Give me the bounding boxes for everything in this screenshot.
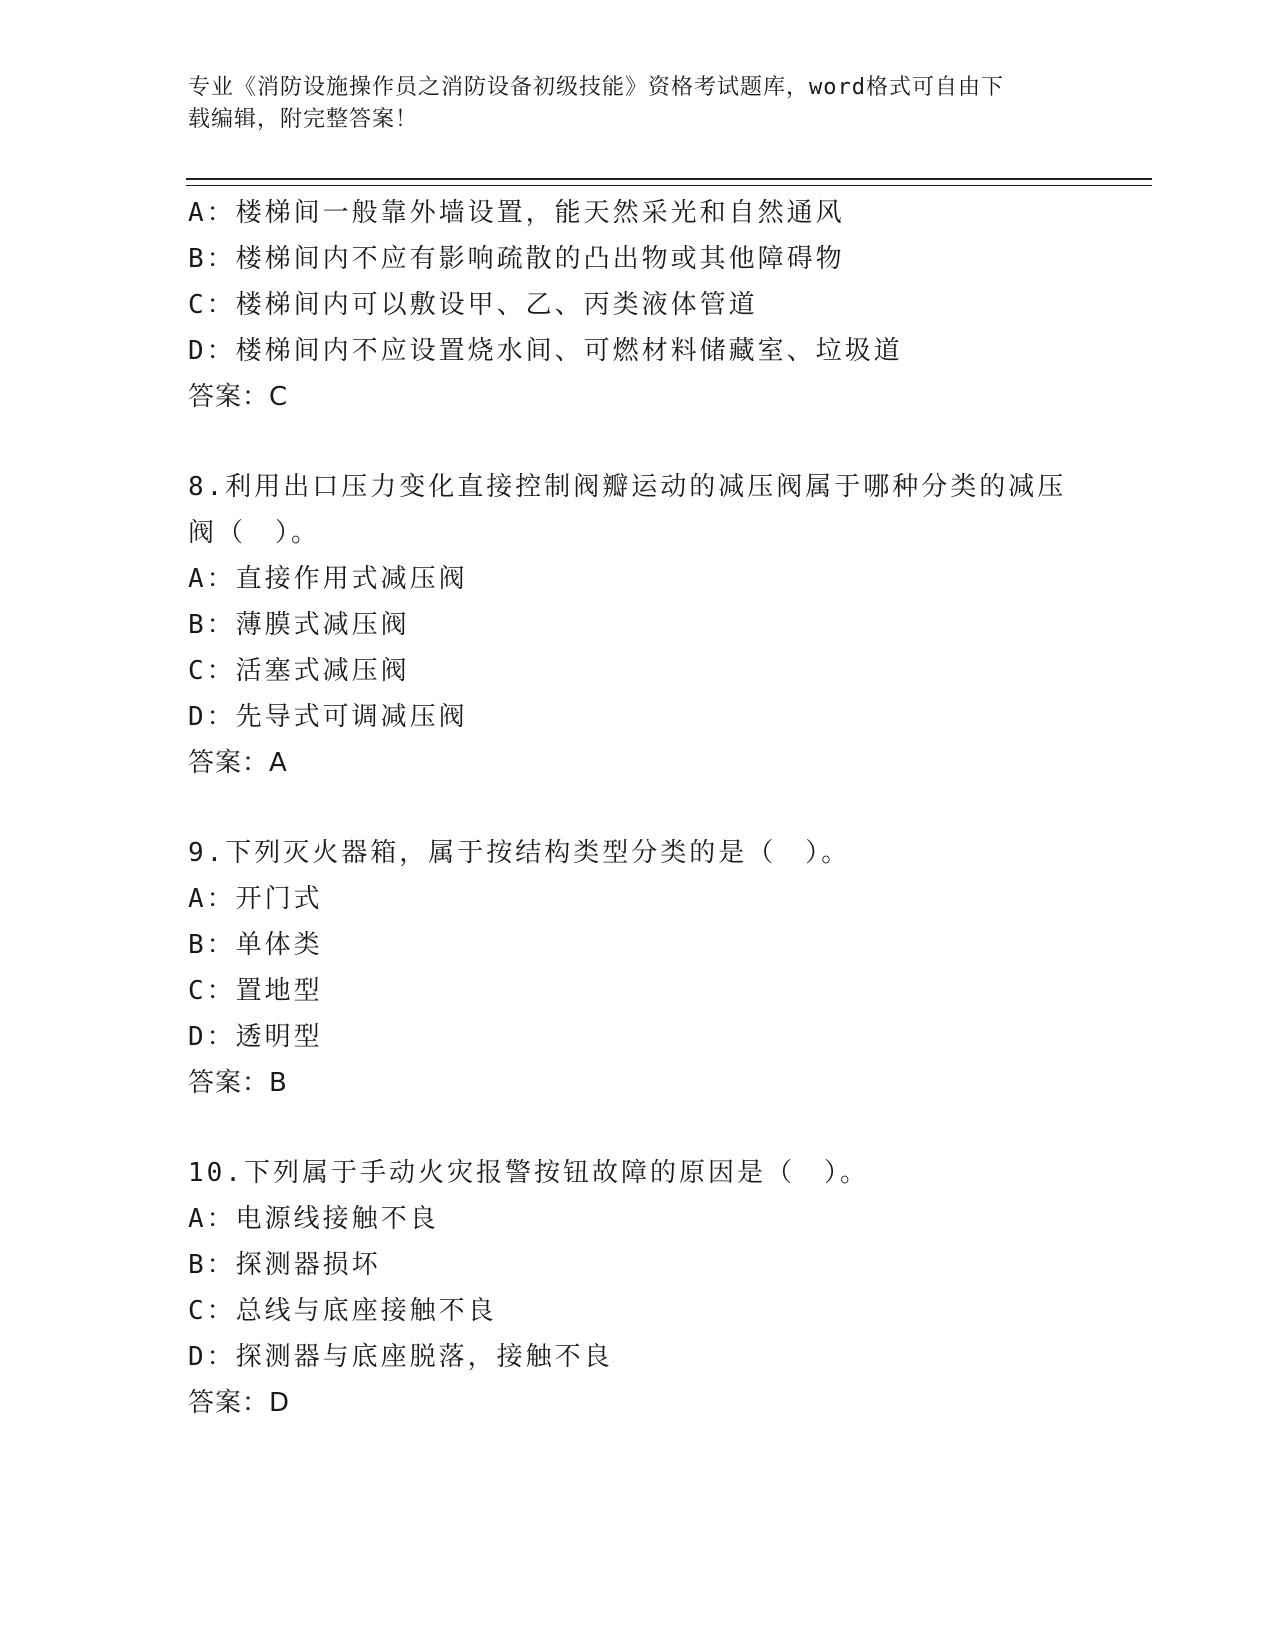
option-b: B：单体类 [188,930,323,960]
header-line-1: 专业《消防设施操作员之消防设备初级技能》资格考试题库，word格式可自由下 [188,75,1004,100]
question-text-line-1: 8.利用出口压力变化直接控制阀瓣运动的减压阀属于哪种分类的减压 [188,472,1067,502]
option-a: A：楼梯间一般靠外墙设置，能天然采光和自然通风 [188,198,845,228]
option-d: D：透明型 [188,1022,323,1052]
question-7-options [188,190,1088,420]
option-c: C：活塞式减压阀 [188,656,410,686]
option-d: D：先导式可调减压阀 [188,702,468,732]
question-list [188,190,1088,1426]
option-c: C：置地型 [188,976,323,1006]
option-d: D：探测器与底座脱落，接触不良 [188,1342,613,1372]
question-9 [188,830,1088,1106]
question-10 [188,1150,1088,1426]
option-b: B：薄膜式减压阀 [188,610,410,640]
option-a: A：电源线接触不良 [188,1204,439,1234]
option-a: A：开门式 [188,884,323,914]
answer: 答案：D [188,1388,291,1418]
document-header [188,72,1068,136]
option-c: C：楼梯间内可以敷设甲、乙、丙类液体管道 [188,290,758,320]
header-divider [186,178,1152,186]
option-c: C：总线与底座接触不良 [188,1296,497,1326]
answer: 答案：A [188,748,288,778]
question-text: 10.下列属于手动火灾报警按钮故障的原因是（ ）。 [188,1158,869,1188]
option-d: D：楼梯间内不应设置烧水间、可燃材料储藏室、垃圾道 [188,336,903,366]
answer: 答案：B [188,1068,288,1098]
header-line-2: 载编辑，附完整答案！ [188,107,419,132]
option-b: B：探测器损坏 [188,1250,381,1280]
answer: 答案：C [188,382,289,412]
question-text: 9.下列灭火器箱，属于按结构类型分类的是（ ）。 [188,838,851,868]
option-a: A：直接作用式减压阀 [188,564,468,594]
question-8 [188,464,1088,786]
option-b: B：楼梯间内不应有影响疏散的凸出物或其他障碍物 [188,244,845,274]
question-text-line-2: 阀（ ）。 [188,518,321,548]
